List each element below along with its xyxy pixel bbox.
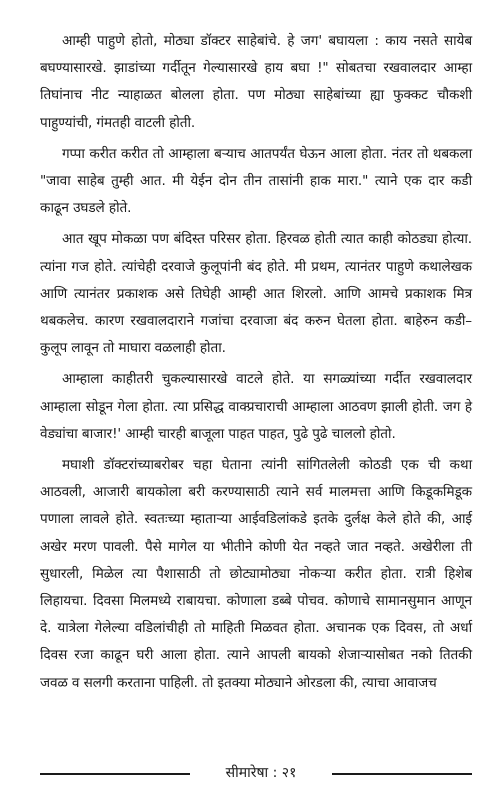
footer-rule-right: [332, 773, 472, 775]
page-number: २१: [281, 765, 297, 781]
book-title: सीमारेषा: [225, 765, 269, 781]
body-text: [40, 28, 472, 701]
paragraph-5: मघाशी डॉक्टरांच्याबरोबर चहा घेताना त्यांनी सांगितलेली कोठडी एक ची कथा आठवली, आजारी बायकोला बरी करण्यासाठी त्याने सर्व मालमत्ता आणि किडूकमिडूक पणाला लावले होते. स्वतःच्या म्हाताऱ्या आईवडिलांकडे इतके दुर्लक्ष केले होते की, आई अखेर मरण पावली. पैसे मागेल या भीतीने कोणी येत नव्हते जात नव्हते. अखेरीला ती सुधारली, मिळेल त्या पैशासाठी तो छोट्यामोठ्या नोकऱ्या करीत होता. रात्री हिशेब लिहायचा. दिवसा मिलमध्ये राबायचा. कोणाला डब्बे पोचव. कोणाचे सामानसुमान आणून दे. यात्रेला गेलेल्या वडिलांचीही तो माहिती मिळवत होता. अचानक एक दिवस, तो अर्धा दिवस रजा काढून घरी आला होता. त्याने आपली बायको शेजाऱ्यासोबत नको तितकी जवळ व सलगी करताना पाहिली. तो इतक्या मोठ्याने ओरडला की, त्याचा आवाजच: [40, 457, 472, 691]
paragraph-4: आम्हाला काहीतरी चुकल्यासारखे वाटले होते. या सगळ्यांच्या गर्दीत रखवालदार आम्हाला सोडून गेला होता. त्या प्रसिद्ध वाक्प्रचाराची आम्हाला आठवण झाली होती. जग हे वेड्यांचा बाजार!' आम्ही चारही बाजूला पाहत पाहत, पुढे पुढे चाललो होतो.: [40, 371, 472, 442]
folio-separator: :: [272, 765, 278, 781]
folio: [190, 762, 332, 784]
page-footer: [40, 760, 472, 786]
paragraph-1: आम्ही पाहुणे होतो, मोठ्या डॉक्टर साहेबांचे. हे जग' बघायला : काय नसते सायेब बघण्यासारखे. झाडांच्या गर्दीतून गेल्यासारखे हाय बघा !" सोबतचा रखवालदार आम्हा तिघांनाच नीट न्याहाळत बोलला होता. पण मोठ्या साहेबांच्या ह्या फुक्कट चौकशी पाहुण्यांची, गंमतही वाटली होती.: [40, 33, 472, 131]
paragraph-3: आत खूप मोकळा पण बंदिस्त परिसर होता. हिरवळ होती त्यात काही कोठड्या होत्या. त्यांना गज होते. त्यांचेही दरवाजे कुलूपांनी बंद होते. मी प्रथम, त्यानंतर पाहुणे कथालेखक आणि त्यानंतर प्रकाशक असे तिघेही आम्ही आत शिरलो. आणि आमचे प्रकाशक मित्र थबकलेच. कारण रखवालदाराने गजांचा दरवाजा बंद करुन घेतला होता. बाहेरुन कडी–कुलूप लावून तो माघारा वळलाही होता.: [40, 231, 472, 357]
paragraph-2: गप्पा करीत करीत तो आम्हाला बऱ्याच आतपर्यंत घेऊन आला होता. नंतर तो थबकला "जावा साहेब तुम्ही आत. मी येईन दोन तीन तासांनी हाक मारा." त्याने एक दार कडी काढून उघडले होते.: [40, 145, 472, 217]
footer-rule-left: [40, 773, 190, 775]
